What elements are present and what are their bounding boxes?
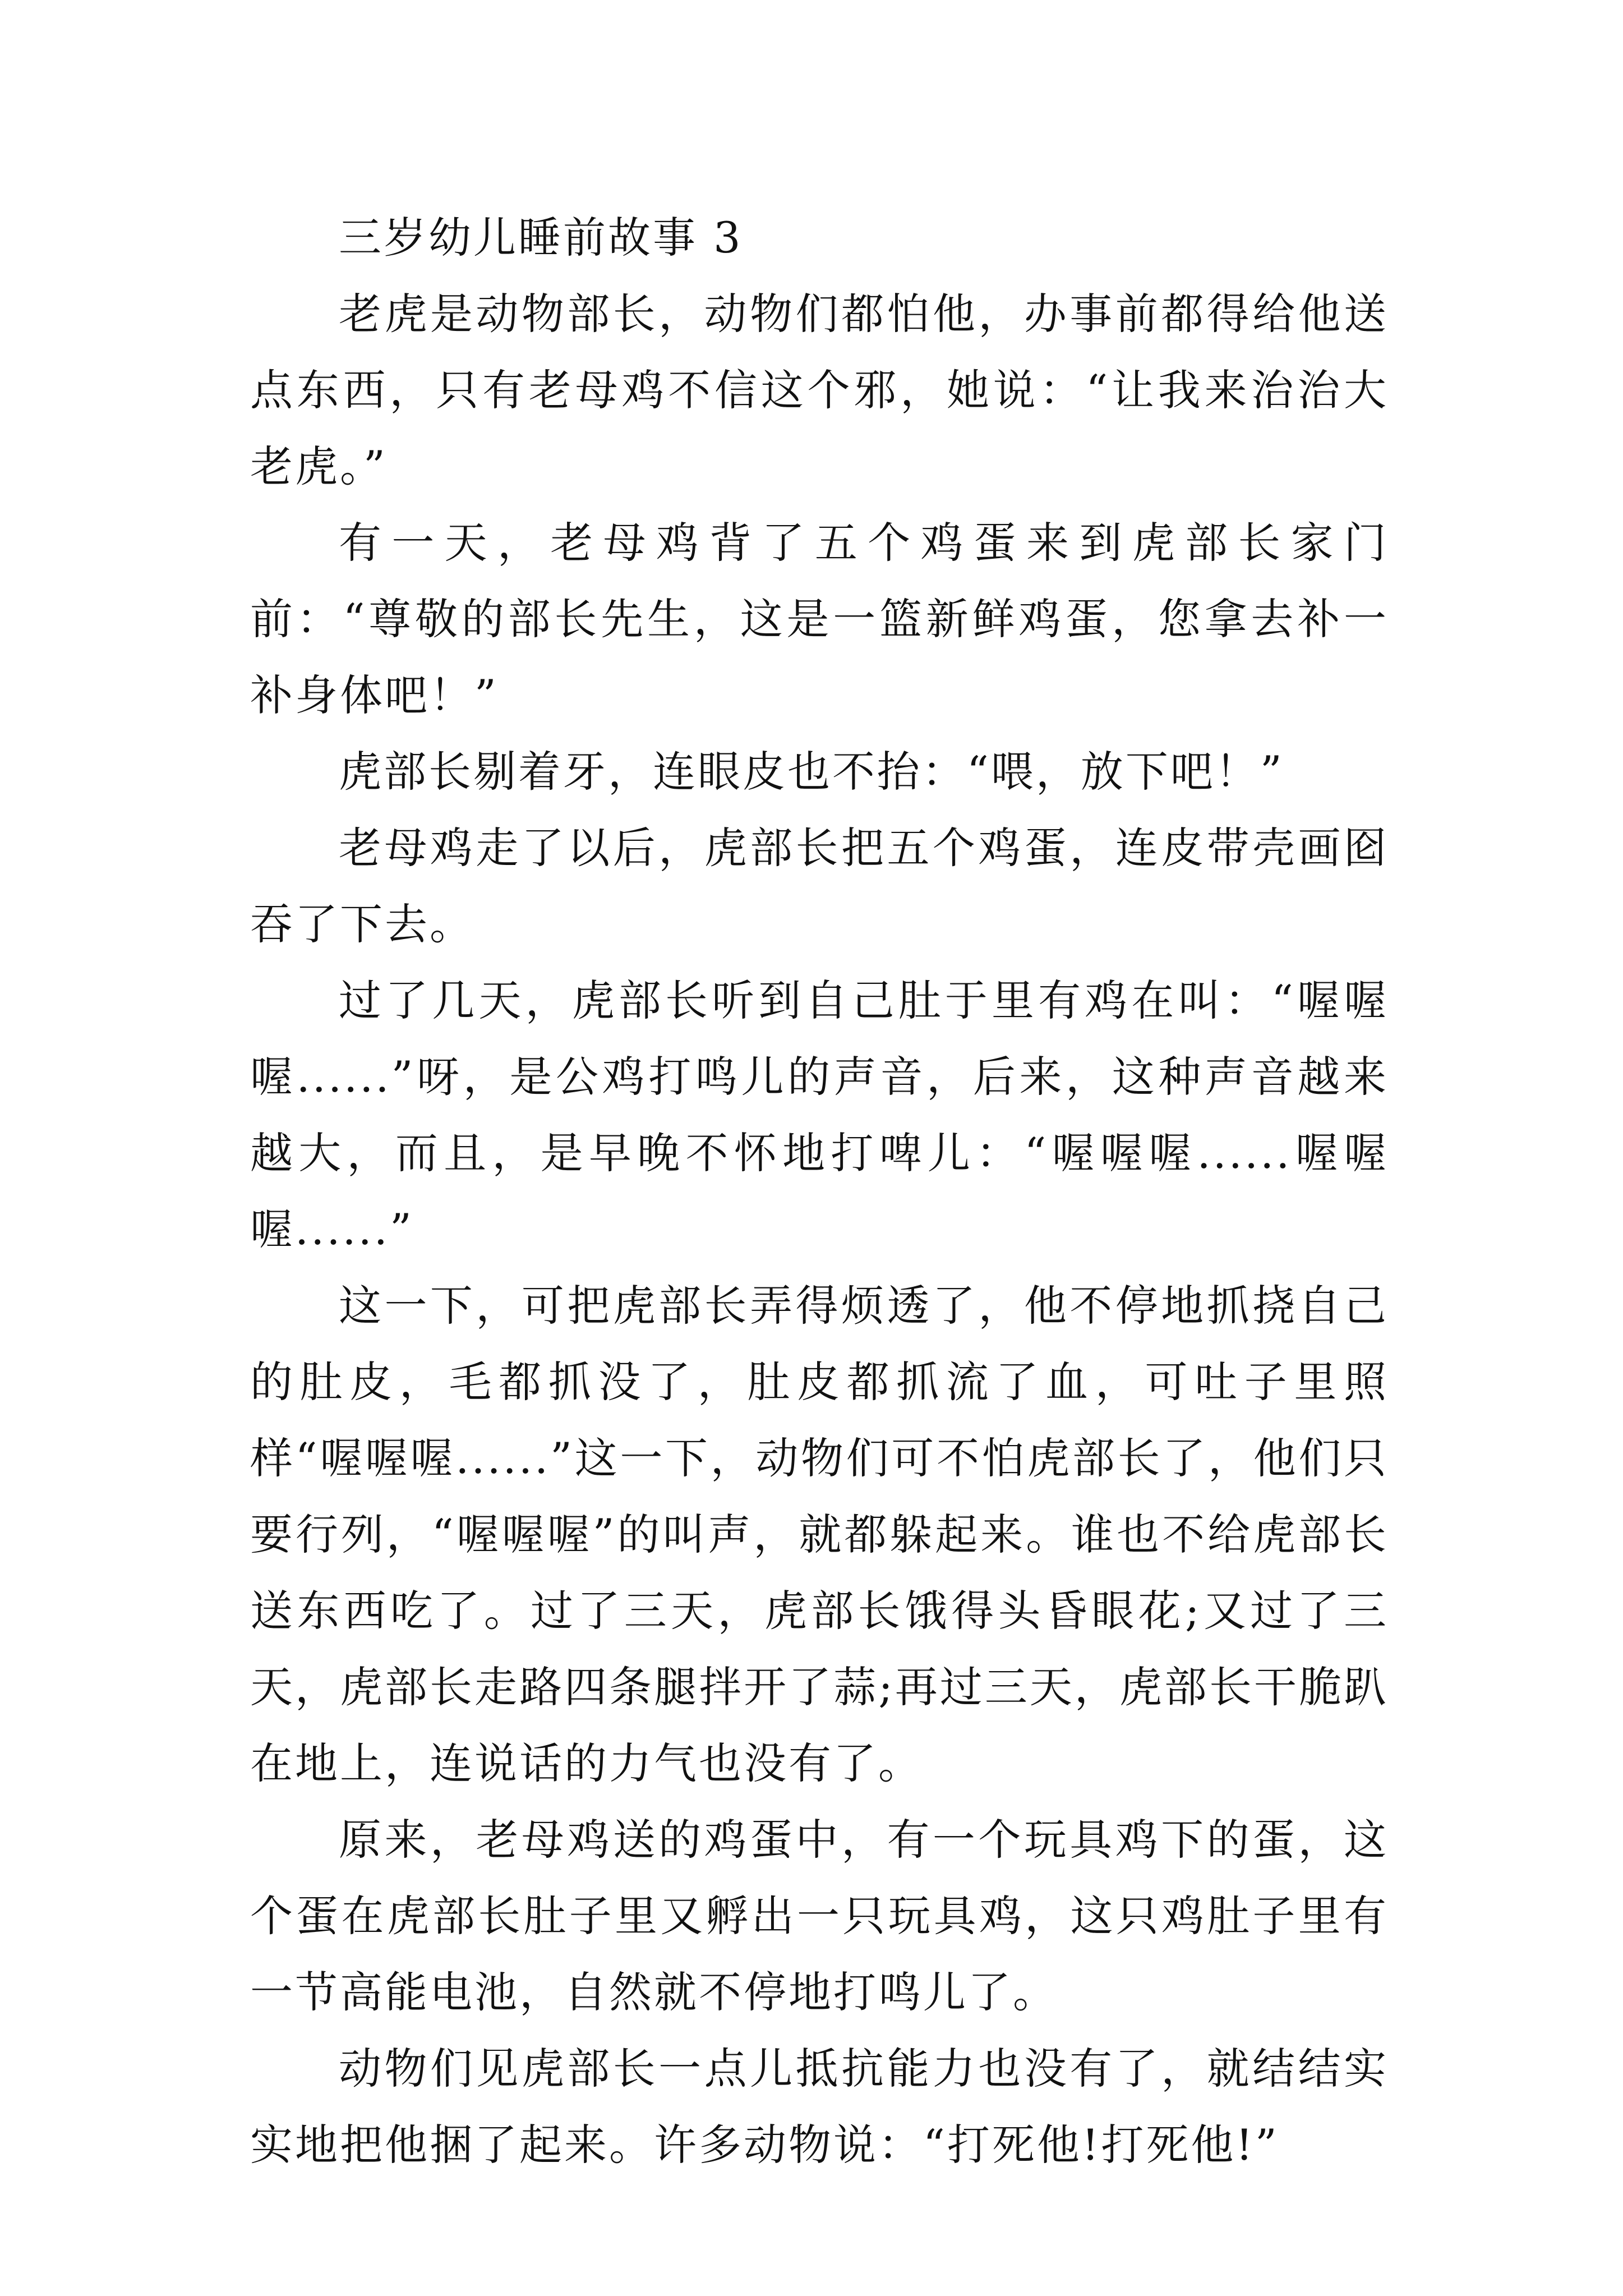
paragraph-4: 老母鸡走了以后，虎部长把五个鸡蛋，连皮带壳画囵吞了下去。 [250, 823, 1389, 949]
document-body [250, 200, 1389, 2183]
paragraph-8: 动物们见虎部长一点儿抵抗能力也没有了，就结结实实地把他捆了起来。许多动物说：“打死他!打死他!” [250, 2044, 1389, 2170]
document-title: 三岁幼儿睡前故事 3 [339, 213, 743, 263]
paragraph-5: 过了几天，虎部长听到自己肚于里有鸡在叫：“喔喔喔......”呀，是公鸡打鸣儿的声音，后来，这种声音越来越大，而且，是早晚不怀地打啤儿：“喔喔喔......喔喔喔......” [250, 976, 1389, 1254]
paragraph-3: 虎部长剔着牙，连眼皮也不抬：“喂，放下吧！” [339, 747, 1284, 797]
paragraph-1: 老虎是动物部长，动物们都怕他，办事前都得给他送点东西，只有老母鸡不信这个邪，她说：“让我来治治大老虎。” [250, 289, 1389, 491]
paragraph-7: 原来，老母鸡送的鸡蛋中，有一个玩具鸡下的蛋，这个蛋在虎部长肚子里又孵出一只玩具鸡，这只鸡肚子里有一节高能电池，自然就不停地打鸣儿了。 [250, 1815, 1389, 2017]
paragraph-2: 有一天，老母鸡背了五个鸡蛋来到虎部长家门前：“尊敬的部长先生，这是一篮新鲜鸡蛋，您拿去补一补身体吧！” [250, 518, 1389, 720]
paragraph-6: 这一下，可把虎部长弄得烦透了，他不停地抓挠自己的肚皮，毛都抓没了，肚皮都抓流了血，可吐子里照样“喔喔喔......”这一下，动物们可不怕虎部长了，他们只要行列，“喔喔喔”的叫声，就都躲起来。谁也不给虎部长送东西吃了。过了三天，虎部长饿得头昏眼花;又过了三天，虎部长走路四条腿拌开了蒜;再过三天，虎部长干脆趴在地上，连说话的力气也没有了。 [250, 1281, 1389, 1788]
